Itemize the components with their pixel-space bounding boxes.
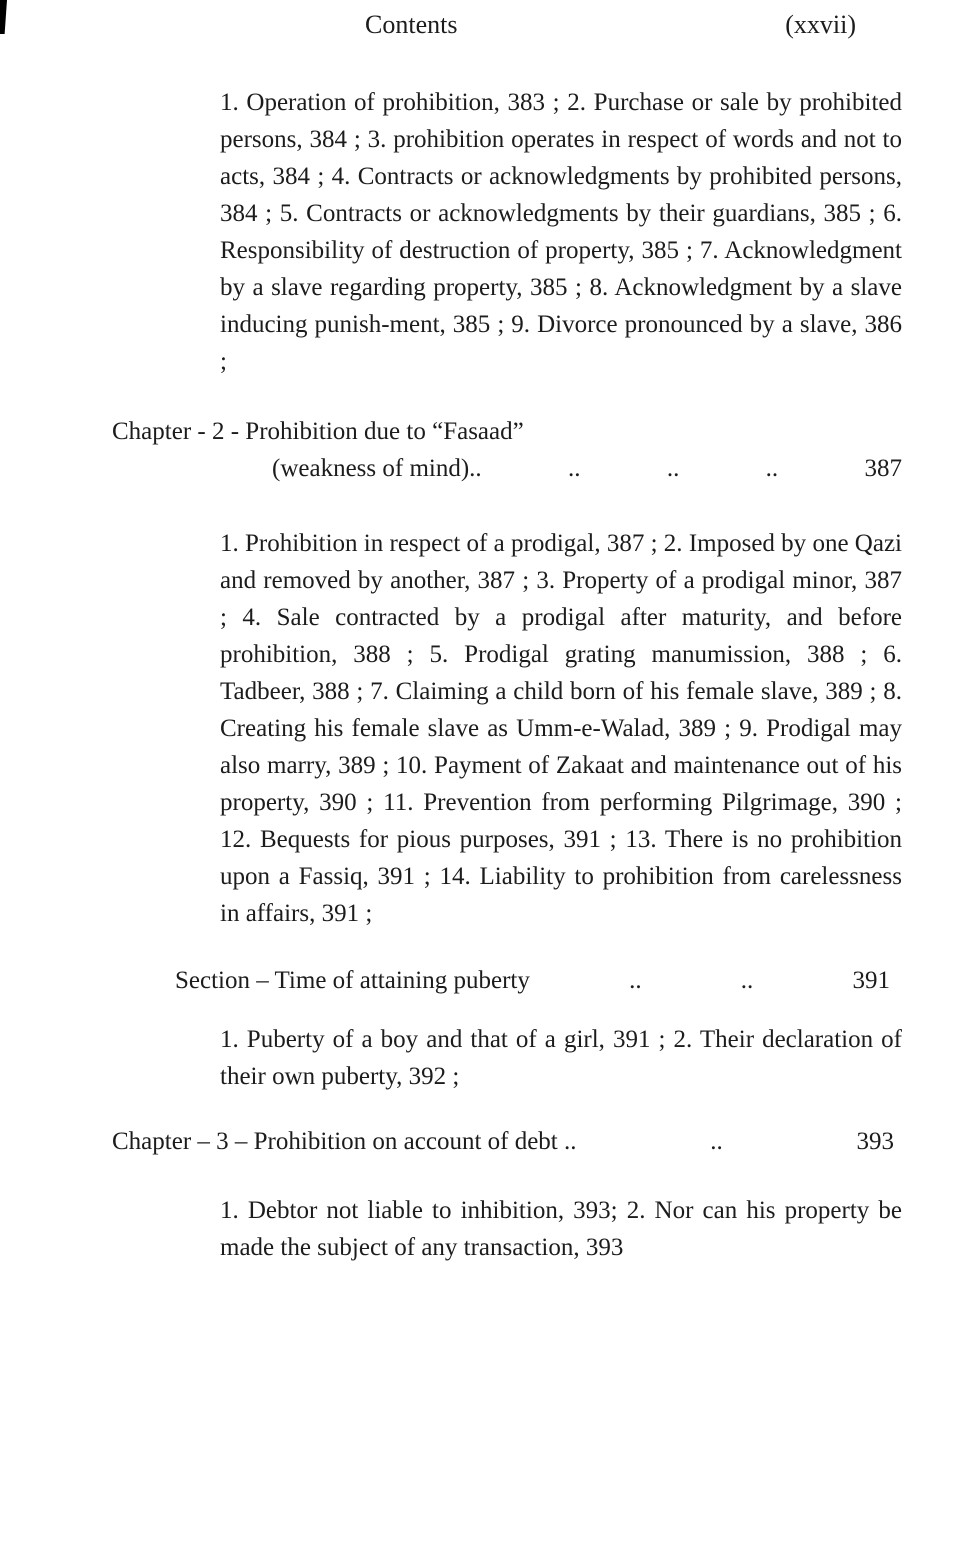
page-title: Contents (365, 10, 458, 39)
dot-leader: .. (765, 455, 779, 482)
dot-leader: .. (740, 967, 754, 994)
chapter-2-heading (0, 413, 960, 487)
dot-leader: .. (568, 455, 581, 482)
toc-paragraph-section-items: 1. Puberty of a boy and that of a girl, 391 ; 2. Their declaration of their own puberty, 392 ; (220, 1026, 902, 1090)
page-number: (xxvii) (785, 10, 856, 39)
chapter-3-page-ref: 393 (856, 1128, 894, 1155)
section-page-ref: 391 (852, 967, 890, 994)
chapter-2-title: Chapter - 2 - Prohibition due to “Fasaad” (112, 418, 524, 445)
dot-leader: .. (666, 455, 680, 482)
toc-paragraph-chapter3-items: 1. Debtor not liable to inhibition, 393; 2. Nor can his property be made the subject of any transaction, 393 (220, 1197, 902, 1261)
chapter-2-subtitle-row (272, 450, 902, 487)
dot-leader: .. (629, 967, 642, 994)
toc-paragraph-chapter2-items: 1. Prohibition in respect of a prodigal, 387 ; 2. Imposed by one Qazi and removed by another, 387 ; 3. Property of a prodigal minor, 387 ; 4. Sale contracted by a prodigal after maturity, and before prohibition, 388 ; 5. Prodigal grating manumission, 388 ; 6. Tadbeer, 388 ; 7. Claiming a child born of his female slave, 389 ; 8. Creating his female slave as Umm-e-Walad, 389 ; 9. Prodigal may also marry, 389 ; 10. Payment of Zakaat and maintenance out of his property, 390 ; 11. Prevention from performing Pilgrimage, 390 ; 12. Bequests for pious purposes, 391 ; 13. There is no prohibition upon a Fassiq, 391 ; 14. Liability to prohibition from carelessness in affairs, 391 ; (220, 530, 902, 927)
chapter-2-page-ref: 387 (864, 455, 902, 482)
page-header (0, 0, 960, 44)
section-heading-row (175, 962, 890, 999)
chapter-3-heading-row (112, 1123, 894, 1160)
dot-leader: .. (710, 1128, 723, 1155)
chapter-2-subtitle: (weakness of mind).. (272, 455, 482, 482)
section-title: Section – Time of attaining puberty (175, 967, 530, 994)
toc-paragraph-chapter1-items: 1. Operation of prohibition, 383 ; 2. Purchase or sale by prohibited persons, 384 ; 3. prohibition operates in respect of words and not to acts, 384 ; 4. Contracts or acknowledgments by prohibited persons, 384 ; 5. Contracts or acknowledgments by their guardians, 385 ; 6. Responsibility of destruction of property, 385 ; 7. Acknowledgment by a slave regarding property, 385 ; 8. Acknowledgment by a slave inducing punish-ment, 385 ; 9. Divorce pronounced by a slave, 386 ; (220, 89, 902, 375)
chapter-3-title: Chapter – 3 – Prohibition on account of debt .. (112, 1128, 577, 1155)
